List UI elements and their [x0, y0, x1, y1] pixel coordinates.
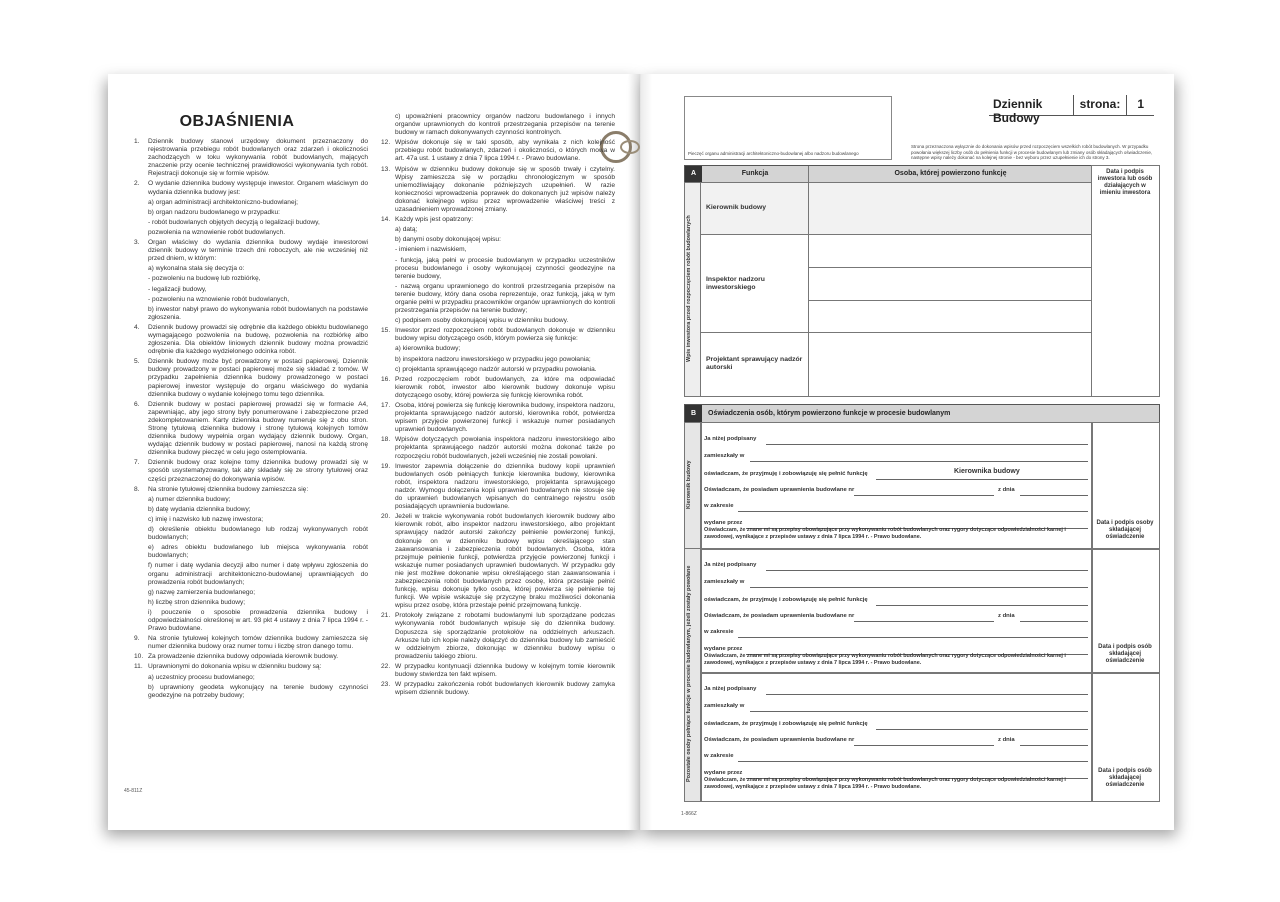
- role-label-inspektor: Inspektor nadzoru inwestorskiego: [706, 276, 765, 291]
- instruction-item: [381, 612, 615, 661]
- instruction-text: Każdy wpis jest opatrzony:: [395, 216, 474, 224]
- instruction-item: [395, 356, 615, 364]
- instruction-text: c) imię i nazwisko lub nazwę inwestora;: [148, 515, 264, 523]
- instruction-number: 2.: [134, 180, 140, 188]
- scope-label: w zakresie: [704, 503, 734, 509]
- instruction-text: O wydanie dziennika budowy występuje inwestor. Organem właściwym do wydania dziennika budowy jest:: [148, 180, 368, 196]
- instruction-text: a) datą;: [395, 226, 418, 234]
- instruction-item: [381, 436, 615, 460]
- instruction-item: [134, 663, 368, 671]
- license-field[interactable]: [854, 621, 994, 622]
- section-b-header: [684, 404, 1160, 423]
- legal-statement: Oświadczam, że znane mi są przepisy obowiązujące przy wykonywaniu robót budowlanych oraz rygory dotyczące odpowiedzialności karnej i zawodowej, wynikające z przepisów ustawy z dnia 7 lipca 1994 r. - Prawo budowlane.: [704, 653, 1066, 666]
- instruction-number: 1.: [134, 138, 140, 145]
- instruction-item: [381, 663, 615, 679]
- function-field[interactable]: [876, 479, 1088, 480]
- instruction-number: 12.: [381, 139, 391, 147]
- instruction-text: Wpisów w dzienniku budowy dokonuje się w sposób trwały i czytelny. Wpisy zamieszcza się w porządku chronologicznym w sposób uniemożliwiający dokonanie późniejszych uzupełnień. W razie konieczności wprowadzenia poprawek do dokonanych już wpisów należy dokonać kolejnego wpisu przez wprowadzenie właściwej treści z uzasadnieniem wprowadzonej zmiany.: [395, 165, 615, 214]
- instruction-text: b) inspektora nadzoru inwestorskiego w przypadku jego powołania;: [395, 355, 591, 363]
- instruction-text: Wpisów dokonuje się w taki sposób, aby wynikała z nich kolejność przebiegu robót budowlanych, zdarzeń i okoliczności, o których mowa w art. 47a ust. 1 ustawy z dnia 7 lipca 1994 r. - Prawo budowlane.: [395, 139, 615, 163]
- instruction-item: [148, 589, 368, 597]
- instruction-item: [381, 376, 615, 400]
- instruction-text: g) nazwę zamierzenia budowlanego;: [148, 588, 256, 596]
- instruction-number: 21.: [381, 612, 391, 620]
- instruction-text: - pozwoleniu na budowę lub rozbiórkę,: [148, 275, 261, 283]
- instruction-item: [148, 599, 368, 607]
- instruction-item: [134, 239, 368, 263]
- date-signature-label-a: Data i podpis inwestora lub osób działających w imieniu inwestora: [1097, 169, 1153, 196]
- license-field[interactable]: [854, 495, 994, 496]
- instruction-text: b) organ nadzoru budowlanego w przypadku:: [148, 208, 280, 216]
- scope-field[interactable]: [738, 761, 1088, 762]
- instruction-text: c) upoważnieni pracownicy organów nadzoru budowlanego i innych organów uprawnionych do kontroli przestrzegania przepisów na terenie budowy w ramach dokonywanych czynności kontrolnych.: [395, 113, 615, 137]
- person-cell-kierownik[interactable]: [808, 182, 1093, 236]
- instruction-text: - imieniem i nazwiskiem,: [395, 246, 467, 254]
- instruction-text: - pozwoleniu na wznowienie robót budowlanych,: [148, 295, 290, 303]
- function-field[interactable]: [876, 729, 1088, 730]
- instruction-text: Wpisów dotyczących powołania inspektora nadzoru inwestorskiego albo projektanta sprawującego nadzór autorski można dokonać także po rozpoczęciu robót budowlanych, jeżeli wcześniej nie zostali powołani.: [395, 436, 615, 460]
- scope-label: w zakresie: [704, 753, 734, 759]
- instruction-text: Organ właściwy do wydania dziennika budowy wydaje inwestorowi dziennik budowy w terminie trzech dni roboczych, ale nie wcześniej niż przed dniem, w którym:: [148, 239, 368, 263]
- instruction-number: 16.: [381, 375, 391, 383]
- residing-label: zamieszkały w: [704, 453, 745, 459]
- instructions-column-left: [134, 138, 368, 702]
- undersigned-field[interactable]: [766, 694, 1088, 695]
- license-date-label: z dnia: [998, 613, 1015, 619]
- instruction-text: b) uprawniony geodeta wykonujący na terenie budowy czynności geodezyjne na potrzeby budowy;: [148, 683, 368, 699]
- instruction-number: 13.: [381, 165, 391, 173]
- instruction-item: [134, 358, 368, 398]
- accept-function-label: oświadczam, że przyjmuję i zobowiązuję się pełnić funkcję: [704, 721, 868, 727]
- instruction-item: [395, 366, 615, 374]
- instruction-text: - legalizacji budowy,: [148, 285, 207, 293]
- section-b-side-label-1: Kierownik budowy: [686, 460, 692, 510]
- instruction-item: [395, 113, 615, 137]
- page-label: strona:: [1073, 95, 1128, 115]
- residing-field[interactable]: [750, 587, 1088, 588]
- instruction-text: Dziennik budowy oraz kolejne tomy dziennika budowy prowadzi się w sposób usystematyzowany, tak aby składały się ze strony tytułowej oraz części przeznaczonej do dokonywania wpisów.: [148, 459, 368, 483]
- instruction-number: 20.: [381, 513, 391, 521]
- instruction-item: [148, 275, 368, 283]
- instruction-text: Jeżeli w trakcie wykonywania robót budowlanych kierownik budowy albo kierownik robót, albo inspektor nadzoru inwestorskiego, albo projektant sprawujący nadzór autorski zakończy pełnienie powierzonej funkcji, dokonuje on w dzienniku budowy wpisu określającego stan zaawansowania i zabezpieczenia robót budowlanych. Osoba, która przejmuje pełnienie funkcji, potwierdza przyjęcie powierzonej funkcji i wskazuje numer posiadanych uprawnień budowlanych. W przypadku gdy nie jest możliwe dokonanie wpisu określającego stan zaawansowania i zabezpieczenia robót budowlanych przez osobę, która przestaje pełnić funkcję, wpisu dokonuje tylko osoba, której powierza się pełnienie tej funkcji. We wpisie wskazuje się przyczynę braku możliwości dokonania wpisu przez osobę, która przestaje pełnić przejmowaną funkcję.: [395, 513, 615, 610]
- instruction-text: Inwestor przed rozpoczęciem robót budowlanych dokonuje w dzienniku budowy wpisu dotyczącego osób, którym powierza się funkcje:: [395, 327, 615, 343]
- function-field[interactable]: [876, 605, 1088, 606]
- instruction-item: [148, 506, 368, 514]
- instruction-text: Protokoły związane z robotami budowlanymi lub sporządzane podczas wykonywania robót budowlanych wpisuje się do dziennika budowy. Dopuszcza się sporządzanie protokołów na oddzielnych arkuszach. Arkusze lub ich kopie należy dołączyć do dziennika budowy lub zamieścić w oddzielnym zbiorze, dokonując w dzienniku budowy wpisu o prowadzeniu takiego zbioru.: [395, 612, 615, 660]
- undersigned-field[interactable]: [766, 570, 1088, 571]
- scope-label: w zakresie: [704, 629, 734, 635]
- instruction-item: [134, 401, 368, 458]
- issued-by-label: wydane przez: [704, 770, 743, 776]
- person-cell-inspektor-2[interactable]: [808, 267, 1093, 302]
- instruction-number: 23.: [381, 681, 391, 689]
- license-label: Oświadczam, że posiadam uprawnienia budowlane nr: [704, 487, 855, 493]
- license-label: Oświadczam, że posiadam uprawnienia budowlane nr: [704, 737, 855, 743]
- instruction-number: 3.: [134, 239, 140, 247]
- instruction-text: e) adres obiektu budowlanego lub miejsca wykonywania robót budowlanych;: [148, 544, 368, 560]
- instruction-item: [381, 513, 615, 610]
- page-header: [989, 95, 1154, 125]
- section-a-side-label: Wpis inwestora przed rozpoczęciem robót budowlanych: [686, 215, 692, 363]
- instruction-text: W przypadku kontynuacji dziennika budowy w kolejnym tomie kierownik budowy stwierdza ten fakt wpisem.: [395, 662, 615, 678]
- instruction-number: 11.: [134, 663, 143, 671]
- instruction-text: a) numer dziennika budowy;: [148, 495, 231, 503]
- scope-field[interactable]: [738, 637, 1088, 638]
- date-signature-label-b2: Data i podpis osób składającej oświadczenie: [1098, 644, 1152, 664]
- license-date-label: z dnia: [998, 737, 1015, 743]
- role-label-kierownik: Kierownik budowy: [706, 204, 767, 211]
- instruction-item: [381, 216, 615, 224]
- instruction-number: 9.: [134, 635, 140, 643]
- instruction-number: 15.: [381, 327, 391, 335]
- instruction-text: b) datę wydania dziennika budowy;: [148, 505, 251, 513]
- book-gutter: [628, 74, 652, 830]
- date-signature-cell-a[interactable]: [1091, 165, 1160, 397]
- instruction-item: [148, 684, 368, 700]
- person-cell-projektant[interactable]: [808, 332, 1093, 397]
- license-date-field[interactable]: [1020, 621, 1088, 622]
- instruction-item: [395, 345, 615, 353]
- instruction-item: [148, 609, 368, 633]
- scope-field[interactable]: [738, 511, 1088, 512]
- undersigned-label: Ja niżej podpisany: [704, 686, 757, 692]
- instruction-item: [381, 681, 615, 697]
- instruction-text: c) podpisem osoby dokonującej wpisu w dzienniku budowy.: [395, 317, 569, 325]
- instruction-text: Na stronie tytułowej dziennika budowy zamieszcza się:: [148, 485, 309, 493]
- instruction-text: Za prowadzenie dziennika budowy odpowiada kierownik budowy.: [148, 653, 339, 661]
- instruction-number: 19.: [381, 462, 391, 470]
- instruction-item: [148, 296, 368, 304]
- instruction-item: [134, 324, 368, 356]
- instruction-item: [148, 306, 368, 322]
- section-b-letter: B: [685, 405, 702, 422]
- instruction-number: 8.: [134, 485, 140, 493]
- section-b-title: Oświadczenia osób, którym powierzono funkcje w procesie budowlanym: [708, 410, 951, 417]
- section-b-side-label-2: Pozostałe osoby pełniące funkcje w procesie budowlanym, jeżeli zostały powołane: [686, 565, 692, 783]
- journal-title: Dziennik Budowy: [993, 97, 1043, 125]
- instruction-number: 10.: [134, 653, 144, 661]
- license-date-field[interactable]: [1020, 745, 1088, 746]
- person-cell-inspektor-3[interactable]: [808, 300, 1093, 334]
- date-signature-label-b3: Data i podpis osób składającej oświadczenie: [1098, 768, 1152, 788]
- declaration-form-3: [704, 686, 1089, 796]
- instruction-item: [148, 229, 368, 237]
- instruction-text: Dziennik budowy stanowi urzędowy dokument przeznaczony do rejestrowania przebiegu robót budowlanych oraz zdarzeń i okoliczności zachodzących w toku wykonywania robót budowlanych, mających znaczenie przy ocenie technicznej prawidłowości wykonywania tych robót. Rejestracji dokonuje się w formie wpisów.: [148, 138, 368, 178]
- instruction-item: [148, 219, 368, 227]
- section-a-header: [684, 165, 1093, 183]
- residing-field[interactable]: [750, 461, 1088, 462]
- instruction-text: Uprawnionymi do dokonania wpisu w dzienniku budowy są:: [148, 663, 322, 671]
- instruction-text: f) numer i datę wydania decyzji albo numer i datę wpływu zgłoszenia do organu administracji architektoniczno-budowlanej uprawniających do prowadzenia robót budowlanych;: [148, 562, 368, 586]
- instruction-item: [381, 166, 615, 215]
- instruction-item: [148, 544, 368, 560]
- declaration-form-2: [704, 562, 1089, 672]
- instruction-item: [134, 635, 368, 651]
- issued-by-label: wydane przez: [704, 646, 743, 652]
- instruction-item: [395, 246, 615, 254]
- instruction-item: [381, 327, 615, 343]
- instruction-number: 7.: [134, 459, 140, 467]
- instruction-item: [148, 516, 368, 524]
- instruction-item: [395, 283, 615, 315]
- role-label-projektant: Projektant sprawujący nadzór autorski: [706, 356, 803, 371]
- instruction-text: Osoba, której powierza się funkcję kierownika budowy, inspektora nadzoru, projektanta sprawującego nadzór autorski, kierownika robót, potwierdza wpisem przyjęcie powierzonej funkcji i wskazuje numer posiadanych uprawnień budowlanych.: [395, 402, 615, 434]
- instruction-text: b) inwestor nabył prawo do wykonywania robót budowlanych na podstawie zgłoszenia.: [148, 305, 368, 321]
- person-cell-inspektor-1[interactable]: [808, 234, 1093, 269]
- instruction-text: i) pouczenie o sposobie prowadzenia dziennika budowy i odpowiedzialności określonej w art. 93 pkt 4 ustawy z dnia 7 lipca 1994 r. - Prawo budowlane.: [148, 608, 368, 633]
- section-a-letter: A: [685, 166, 702, 182]
- instruction-text: a) organ administracji architektoniczno-budowlanej;: [148, 198, 298, 206]
- license-field[interactable]: [854, 745, 994, 746]
- instruction-item: [134, 459, 368, 483]
- license-label: Oświadczam, że posiadam uprawnienia budowlane nr: [704, 613, 855, 619]
- instruction-text: Inwestor zapewnia dołączenie do dziennika budowy kopii uprawnień budowlanych osób pełniących funkcje kierownika budowy, kierownika robót, inspektora nadzoru inwestorskiego, projektanta sprawującego nadzór. Wymogu dołączenia kopii uprawnień budowlanych nie stosuje się do uprawnień budowlanych wpisanych do centralnego rejestru osób posiadających uprawnienia budowlane.: [395, 462, 615, 511]
- instruction-item: [134, 138, 368, 178]
- instruction-text: d) określenie obiektu budowlanego lub rodzaj wykonywanych robót budowlanych;: [148, 526, 368, 542]
- instruction-number: 5.: [134, 358, 140, 366]
- instruction-text: - nazwą organu uprawnionego do kontroli przestrzegania przepisów na terenie budowy, który dana osoba reprezentuje, oraz funkcją, jaką w tym organie pełni w przypadku pracowników organów uprawnionych do kontroli przestrzegania przepisów na terenie budowy;: [395, 282, 615, 315]
- instruction-item: [134, 486, 368, 494]
- instruction-number: 14.: [381, 216, 391, 224]
- instruction-number: 17.: [381, 402, 391, 409]
- instruction-text: Dziennik budowy prowadzi się odrębnie dla każdego obiektu budowlanego wymagającego pozwolenia na budowę, pozwolenia na rozbiórkę albo zgłoszenia. Dla obiektów liniowych dziennik budowy można prowadzić odrębnie dla każdego wydzielonego odcinka robót.: [148, 323, 368, 356]
- binding-string-knot: [620, 140, 640, 154]
- instruction-item: [148, 265, 368, 273]
- function-value: Kierownika budowy: [954, 468, 1020, 475]
- stamp-caption: Pieczęć organu administracji architektoniczno-budowlanej albo nadzoru budowlanego: [688, 151, 859, 156]
- date-signature-label-b1: Data i podpis osoby składającej oświadczenie: [1096, 520, 1154, 540]
- declaration-form-1: [704, 436, 1089, 546]
- usage-note: Strona przeznaczona wyłącznie do dokonania wpisów przed rozpoczęciem wszelkich robót budowlanych. W przypadku powołania większej liczby osób do pełnienia funkcji w procesie budowlanym lub zmiany osób składających oświadczenie, następne wpisy należy dokonać na kolejnej stronie - bez wyboru przez uzupełnienie ich do strony 3.: [911, 144, 1153, 160]
- residing-label: zamieszkały w: [704, 579, 745, 585]
- instruction-text: Przed rozpoczęciem robót budowlanych, za które ma odpowiadać kierownik robót, inwestor albo kierownik budowy dokonuje wpisu dotyczącego osoby, której powierza się funkcję kierownika robót.: [395, 375, 615, 399]
- instruction-number: 22.: [381, 662, 391, 670]
- instruction-item: [134, 180, 368, 196]
- license-date-label: z dnia: [998, 487, 1015, 493]
- instruction-item: [395, 257, 615, 281]
- accept-function-label: oświadczam, że przyjmuję i zobowiązuję się pełnić funkcję: [704, 597, 868, 603]
- legal-statement: Oświadczam, że znane mi są przepisy obowiązujące przy wykonywaniu robót budowlanych oraz rygory dotyczące odpowiedzialności karnej i zawodowej, wynikające z przepisów ustawy z dnia 7 lipca 1994 r. - Prawo budowlane.: [704, 777, 1066, 790]
- instruction-item: [148, 674, 368, 682]
- residing-label: zamieszkały w: [704, 703, 745, 709]
- accept-function-label: oświadczam, że przyjmuję i zobowiązuję się pełnić funkcję: [704, 471, 868, 477]
- instruction-text: a) wykonalna stała się decyzja o:: [148, 265, 245, 273]
- instruction-item: [134, 653, 368, 661]
- instruction-number: 6.: [134, 400, 140, 408]
- instruction-item: [381, 139, 615, 163]
- person-column-header: Osoba, której powierzono funkcję: [894, 170, 1007, 177]
- undersigned-label: Ja niżej podpisany: [704, 562, 757, 568]
- function-column-header: Funkcja: [702, 166, 809, 182]
- page-number: 1: [1137, 97, 1144, 111]
- instruction-item: [395, 236, 615, 244]
- instruction-text: h) liczbę stron dziennika budowy;: [148, 598, 246, 606]
- instruction-item: [148, 496, 368, 504]
- instruction-text: - funkcją, jaką pełni w procesie budowlanym w przypadku uczestników procesu budowlanego i osoby wykonującej czynności geodezyjne na terenie budowy,: [395, 256, 615, 280]
- page-title: OBJAŚNIENIA: [179, 113, 295, 130]
- undersigned-field[interactable]: [766, 444, 1088, 445]
- undersigned-label: Ja niżej podpisany: [704, 436, 757, 442]
- instruction-text: Dziennik budowy może być prowadzony w postaci papierowej. Dziennik budowy prowadzony w postaci papierowej może się składać z tomów. W przypadku zapełnienia dziennika budowy prowadzonego w postaci papierowej inwestor występuje do organu właściwego do wydania dziennika budowy o wydanie kolejnego tomu tego dziennika.: [148, 358, 368, 398]
- instruction-text: c) projektanta sprawującego nadzór autorski w przypadku powołania.: [395, 365, 597, 373]
- residing-field[interactable]: [750, 711, 1088, 712]
- instruction-number: 18.: [381, 436, 391, 444]
- form-code: 45-811Z: [124, 788, 143, 794]
- instruction-item: [148, 526, 368, 542]
- instruction-text: a) kierownika budowy;: [395, 345, 461, 353]
- instruction-item: [381, 463, 615, 512]
- instruction-item: [148, 209, 368, 217]
- instruction-item: [395, 226, 615, 234]
- instruction-item: [381, 402, 615, 434]
- instruction-item: [148, 286, 368, 294]
- instruction-text: W przypadku zakończenia robót budowlanych kierownik budowy zamyka wpisem dziennik budowy.: [395, 681, 615, 697]
- instruction-text: b) danymi osoby dokonującej wpisu:: [395, 236, 501, 244]
- form-code-right: 1-866Z: [681, 811, 697, 817]
- instruction-text: - robót budowlanych objętych decyzją o legalizacji budowy,: [148, 218, 320, 226]
- instruction-number: 4.: [134, 323, 140, 331]
- instruction-item: [148, 199, 368, 207]
- instruction-item: [395, 317, 615, 325]
- legal-statement: Oświadczam, że znane mi są przepisy obowiązujące przy wykonywaniu robót budowlanych oraz rygory dotyczące odpowiedzialności karnej i zawodowej, wynikające z przepisów ustawy z dnia 7 lipca 1994 r. - Prawo budowlane.: [704, 527, 1066, 540]
- issued-by-label: wydane przez: [704, 520, 743, 526]
- instruction-text: pozwolenia na wznowienie robót budowlanych.: [148, 228, 286, 236]
- instruction-text: a) uczestnicy procesu budowlanego;: [148, 673, 255, 681]
- instruction-text: Dziennik budowy w postaci papierowej prowadzi się w formacie A4, zapewniając, aby jego strony były ponumerowane i zabezpieczone przed zdekompletowaniem. Karty dziennika budowy numeruje się z obu stron. Stronę tytułową dziennika budowy i stronę tytułową kolejnych tomów dziennika budowy wypełnia organ wydający dziennik budowy. Organ, wydając dziennik budowy w postaci papierowej, nanosi na każdą stronę dziennika budowy pieczęć w celu jego ostemplowania.: [148, 400, 368, 457]
- instruction-text: Na stronie tytułowej kolejnych tomów dziennika budowy zamieszcza się numer dziennika budowy oraz numer tomu i liczbę stron danego tomu.: [148, 635, 368, 651]
- license-date-field[interactable]: [1020, 495, 1088, 496]
- instruction-item: [148, 562, 368, 586]
- instructions-column-right: [381, 113, 615, 699]
